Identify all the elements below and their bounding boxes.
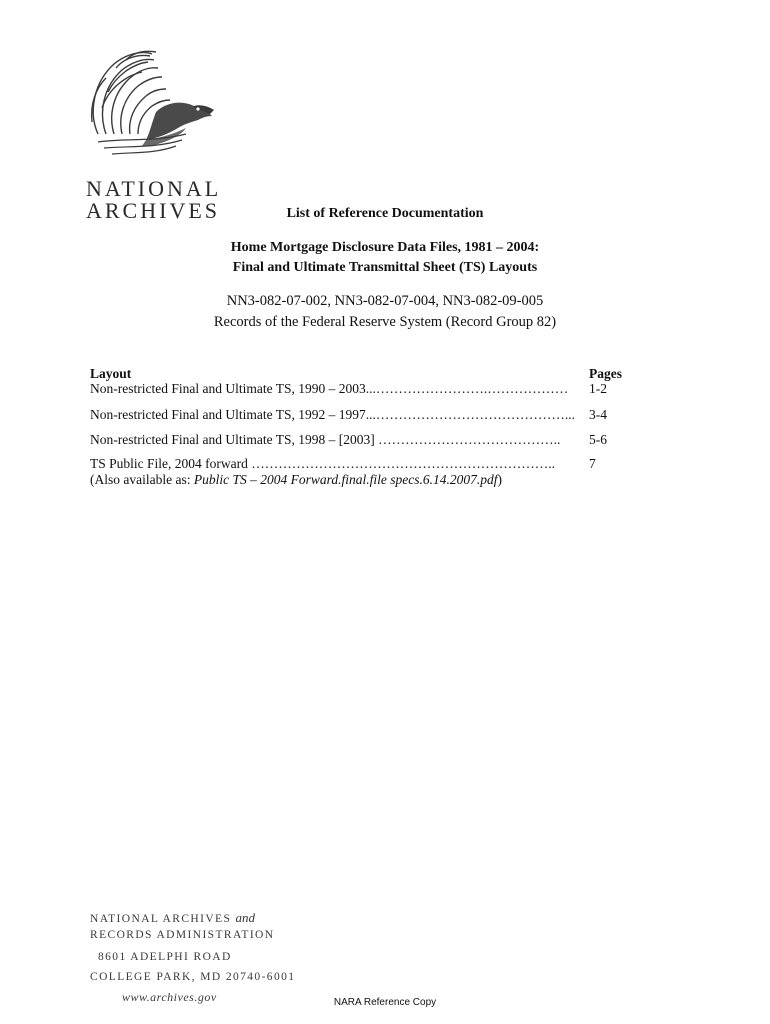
toc-row-pages: 1-2	[589, 381, 607, 396]
subtitle-line1: Home Mortgage Disclosure Data Files, 1981 – 2004:	[230, 240, 540, 255]
toc-row-pages: 5-6	[589, 432, 607, 447]
toc-row-pages: 3-4	[589, 407, 607, 422]
pages-column-header: Pages	[589, 366, 622, 381]
note-filename: Public TS – 2004 Forward.final.file specs.6.14.2007.pdf	[193, 472, 498, 487]
toc-row-title: Non-restricted Final and Ultimate TS, 1998 – [2003] …………………………………..	[90, 432, 561, 447]
footer-city: COLLEGE PARK, MD 20740-6001	[90, 971, 296, 983]
footer-and: and	[235, 910, 256, 925]
toc-row	[90, 432, 650, 450]
record-group: Records of the Federal Reserve System (Record Group 82)	[213, 314, 557, 330]
logo-wordmark-line2: ARCHIVES	[86, 198, 221, 223]
footer-agency-line1	[90, 910, 255, 926]
footer-street: 8601 ADELPHI ROAD	[98, 951, 232, 963]
toc-row-title: Non-restricted Final and Ultimate TS, 1992 – 1997...……………………………………...	[90, 407, 575, 422]
footer-agency-name: NATIONAL ARCHIVES	[90, 913, 232, 925]
note-suffix: )	[497, 472, 502, 487]
footer-agency-line2: RECORDS ADMINISTRATION	[90, 929, 275, 941]
toc-row	[90, 381, 650, 399]
document-title: List of Reference Documentation	[286, 206, 484, 221]
logo-wordmark-line1: NATIONAL	[86, 176, 222, 201]
footer-website: www.archives.gov	[122, 990, 217, 1004]
toc-row-pages: 7	[589, 456, 596, 471]
eagle-emblem-icon	[86, 42, 236, 177]
record-identifiers: NN3-082-07-002, NN3-082-07-004, NN3-082-09-005	[226, 293, 544, 309]
note-prefix: (Also available as:	[90, 472, 194, 487]
toc-row-title: Non-restricted Final and Ultimate TS, 1990 – 2003...…………………….………………	[90, 381, 569, 396]
reference-copy-stamp: NARA Reference Copy	[333, 997, 437, 1008]
toc-row-title: TS Public File, 2004 forward …………………………………………………………..	[90, 456, 555, 471]
layout-column-header: Layout	[90, 366, 132, 381]
subtitle-line2: Final and Ultimate Transmittal Sheet (TS) Layouts	[232, 260, 538, 275]
alternate-file-note	[90, 472, 502, 488]
toc-row	[90, 407, 650, 425]
national-archives-logo	[86, 42, 236, 223]
